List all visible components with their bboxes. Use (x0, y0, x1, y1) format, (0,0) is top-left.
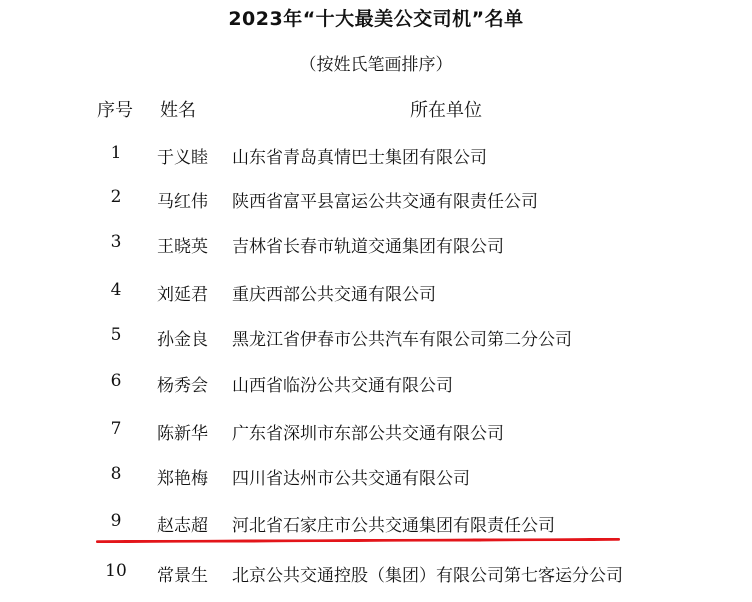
table-row (0, 464, 752, 494)
table-row (0, 371, 752, 401)
table-row (0, 419, 752, 449)
row-unit: 重庆西部公共交通有限公司 (232, 285, 436, 305)
row-number: 3 (110, 232, 122, 252)
row-name: 郑艳梅 (157, 469, 208, 489)
row-unit: 河北省石家庄市公共交通集团有限责任公司 (232, 516, 555, 536)
row-unit: 吉林省长春市轨道交通集团有限公司 (232, 237, 504, 257)
row-name: 马红伟 (157, 192, 208, 212)
table-row (0, 325, 752, 355)
row-name: 于义睦 (157, 148, 208, 168)
row-number: 9 (110, 511, 122, 531)
row-name: 陈新华 (157, 424, 208, 444)
table-row (0, 187, 752, 217)
table-row (0, 232, 752, 262)
row-name: 杨秀会 (157, 376, 208, 396)
header-name: 姓名 (160, 100, 196, 121)
table-row (0, 143, 752, 173)
row-name: 赵志超 (157, 516, 208, 536)
row-name: 王晓英 (157, 237, 208, 257)
row-unit: 四川省达州市公共交通有限公司 (232, 469, 470, 489)
page-title: 2023年“十大最美公交司机”名单 (228, 8, 524, 30)
row-number: 2 (110, 187, 122, 207)
row-number: 8 (110, 464, 122, 484)
page-subtitle: （按姓氏笔画排序） (299, 55, 453, 75)
row-number: 4 (110, 280, 122, 300)
row-name: 常景生 (157, 566, 208, 586)
row-unit: 山西省临汾公共交通有限公司 (232, 376, 453, 396)
row-unit: 广东省深圳市东部公共交通有限公司 (232, 424, 504, 444)
header-seq: 序号 (97, 100, 133, 121)
row-unit: 黑龙江省伊春市公共汽车有限公司第二分公司 (232, 330, 572, 350)
row-number: 1 (110, 143, 122, 163)
row-unit: 北京公共交通控股（集团）有限公司第七客运分公司 (232, 566, 623, 586)
table-row-highlighted (0, 511, 752, 541)
row-unit: 陕西省富平县富运公共交通有限责任公司 (232, 192, 538, 212)
row-number: 10 (105, 561, 127, 581)
row-name: 孙金良 (157, 330, 208, 350)
table-row (0, 280, 752, 310)
row-unit: 山东省青岛真情巴士集团有限公司 (232, 148, 487, 168)
row-number: 7 (110, 419, 122, 439)
row-number: 5 (110, 325, 122, 345)
header-unit: 所在单位 (410, 100, 482, 121)
row-number: 6 (110, 371, 122, 391)
row-name: 刘延君 (157, 285, 208, 305)
table-row (0, 561, 752, 591)
